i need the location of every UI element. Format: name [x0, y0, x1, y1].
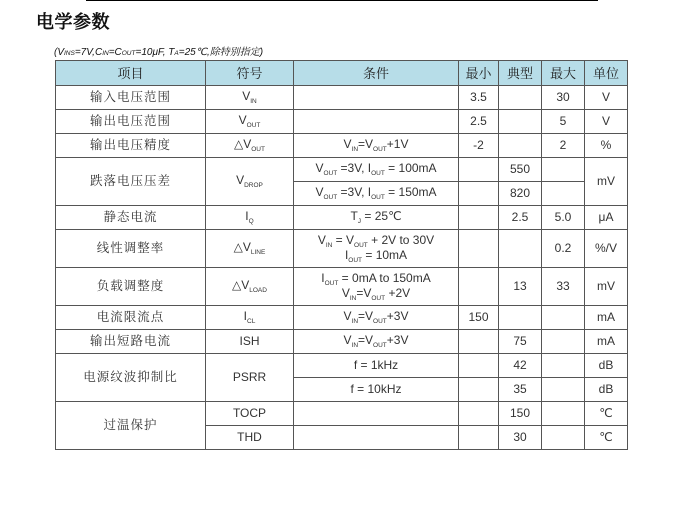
cell-min	[459, 230, 499, 268]
cell-condition: $I_{OUT} = 0mA$ to 150mA $V_{IN}=V_{OUT} +2V$	[294, 268, 459, 306]
cell-symbol: TOCP	[206, 402, 294, 426]
cell-typ	[499, 86, 542, 110]
cell-max: 30	[542, 86, 585, 110]
cell-max: 0.2	[542, 230, 585, 268]
cell-max	[542, 402, 585, 426]
cell-item: 静态电流	[56, 206, 206, 230]
cell-min	[459, 402, 499, 426]
cell-item: 输入电压范围	[56, 86, 206, 110]
cell-max	[542, 330, 585, 354]
cell-item: 线性调整率	[56, 230, 206, 268]
cell-min	[459, 268, 499, 306]
table-row-otp-1	[56, 402, 628, 426]
table-row-quiescent-current	[56, 206, 628, 230]
header-max: 最大	[542, 61, 585, 86]
cell-min: 3.5	[459, 86, 499, 110]
cell-symbol: $V_{IN}$	[206, 86, 294, 110]
cell-unit: mA	[585, 330, 628, 354]
cell-condition	[294, 426, 459, 450]
cell-condition	[294, 86, 459, 110]
test-conditions-note: (VINS=7V,CIN=COUT=10μF, TA=25℃,除特别指定)	[54, 47, 264, 58]
cell-min: -2	[459, 134, 499, 158]
header-typ: 典型	[499, 61, 542, 86]
cell-unit: V	[585, 86, 628, 110]
cell-unit: ℃	[585, 402, 628, 426]
cell-max: 5.0	[542, 206, 585, 230]
cell-condition: $V_{IN}=V_{OUT}+3V$	[294, 306, 459, 330]
cell-item: 输出短路电流	[56, 330, 206, 354]
cell-condition: $V_{OUT} =3V$, $I_{OUT} = 100mA$	[294, 158, 459, 182]
cell-symbol: ISH	[206, 330, 294, 354]
cell-symbol: THD	[206, 426, 294, 450]
cell-max	[542, 378, 585, 402]
cell-max	[542, 354, 585, 378]
table-row-dropout-1	[56, 158, 628, 182]
cell-condition: $T_J$ = 25℃	[294, 206, 459, 230]
section-title: 电学参数	[36, 12, 110, 33]
cell-unit: dB	[585, 378, 628, 402]
cell-typ: 550	[499, 158, 542, 182]
cell-typ: 35	[499, 378, 542, 402]
cell-max	[542, 426, 585, 450]
header-unit: 单位	[585, 61, 628, 86]
cell-condition	[294, 402, 459, 426]
cell-max: 5	[542, 110, 585, 134]
cell-condition	[294, 110, 459, 134]
cell-min	[459, 426, 499, 450]
cell-max	[542, 158, 585, 182]
cell-item: 电源纹波抑制比	[56, 354, 206, 402]
cell-condition: $V_{IN} = V_{OUT} + 2V$ to 30V $I_{OUT} = 10mA$	[294, 230, 459, 268]
cell-unit: V	[585, 110, 628, 134]
cell-typ: 150	[499, 402, 542, 426]
cell-min	[459, 158, 499, 182]
cell-min	[459, 182, 499, 206]
cell-unit: mV	[585, 268, 628, 306]
cell-symbol: $V_{DROP}$	[206, 158, 294, 206]
cell-condition: $V_{IN}=V_{OUT}+1V$	[294, 134, 459, 158]
cell-typ	[499, 230, 542, 268]
header-symbol: 符号	[206, 61, 294, 86]
cell-min	[459, 378, 499, 402]
cell-item: 输出电压范围	[56, 110, 206, 134]
cell-item: 过温保护	[56, 402, 206, 450]
table-header-row	[56, 61, 628, 86]
cell-unit: dB	[585, 354, 628, 378]
cell-typ: 75	[499, 330, 542, 354]
cell-item: 输出电压精度	[56, 134, 206, 158]
cell-item: 跌落电压压差	[56, 158, 206, 206]
cell-typ	[499, 306, 542, 330]
header-condition: 条件	[294, 61, 459, 86]
table-row-vout-accuracy	[56, 134, 628, 158]
cell-typ: 2.5	[499, 206, 542, 230]
header-min: 最小	[459, 61, 499, 86]
header-item: 项目	[56, 61, 206, 86]
cell-unit: %/V	[585, 230, 628, 268]
cell-typ: 13	[499, 268, 542, 306]
cell-max: 2	[542, 134, 585, 158]
cell-condition: f = 1kHz	[294, 354, 459, 378]
cell-typ	[499, 134, 542, 158]
cell-min: 2.5	[459, 110, 499, 134]
cell-typ: 820	[499, 182, 542, 206]
cell-symbol: $\triangle V_{LOAD}$	[206, 268, 294, 306]
cell-symbol: $\triangle V_{OUT}$	[206, 134, 294, 158]
cell-condition: f = 10kHz	[294, 378, 459, 402]
cell-unit: μA	[585, 206, 628, 230]
table-row-current-limit	[56, 306, 628, 330]
cell-unit: mV	[585, 158, 628, 206]
cell-symbol: $I_{CL}$	[206, 306, 294, 330]
cell-condition: $V_{IN}=V_{OUT}+3V$	[294, 330, 459, 354]
cell-typ: 30	[499, 426, 542, 450]
table-row-vin-range	[56, 86, 628, 110]
cell-item: 负载调整度	[56, 268, 206, 306]
cell-min	[459, 354, 499, 378]
table-row-psrr-1	[56, 354, 628, 378]
cell-condition: $V_{OUT} =3V$, $I_{OUT} = 150mA$	[294, 182, 459, 206]
cell-typ: 42	[499, 354, 542, 378]
electrical-parameters-table	[55, 60, 628, 450]
cell-typ	[499, 110, 542, 134]
cell-item: 电流限流点	[56, 306, 206, 330]
top-rule-line	[86, 0, 598, 1]
cell-symbol: PSRR	[206, 354, 294, 402]
cell-min: 150	[459, 306, 499, 330]
cell-unit: %	[585, 134, 628, 158]
cell-unit: ℃	[585, 426, 628, 450]
cell-min	[459, 330, 499, 354]
cell-max: 33	[542, 268, 585, 306]
table-row-short-circuit-current	[56, 330, 628, 354]
cell-max	[542, 306, 585, 330]
table-row-line-regulation	[56, 230, 628, 268]
cell-symbol: $V_{OUT}$	[206, 110, 294, 134]
table-row-load-regulation	[56, 268, 628, 306]
cell-max	[542, 182, 585, 206]
cell-min	[459, 206, 499, 230]
cell-unit: mA	[585, 306, 628, 330]
table-row-vout-range	[56, 110, 628, 134]
cell-symbol: $I_Q$	[206, 206, 294, 230]
cell-symbol: $\triangle V_{LINE}$	[206, 230, 294, 268]
